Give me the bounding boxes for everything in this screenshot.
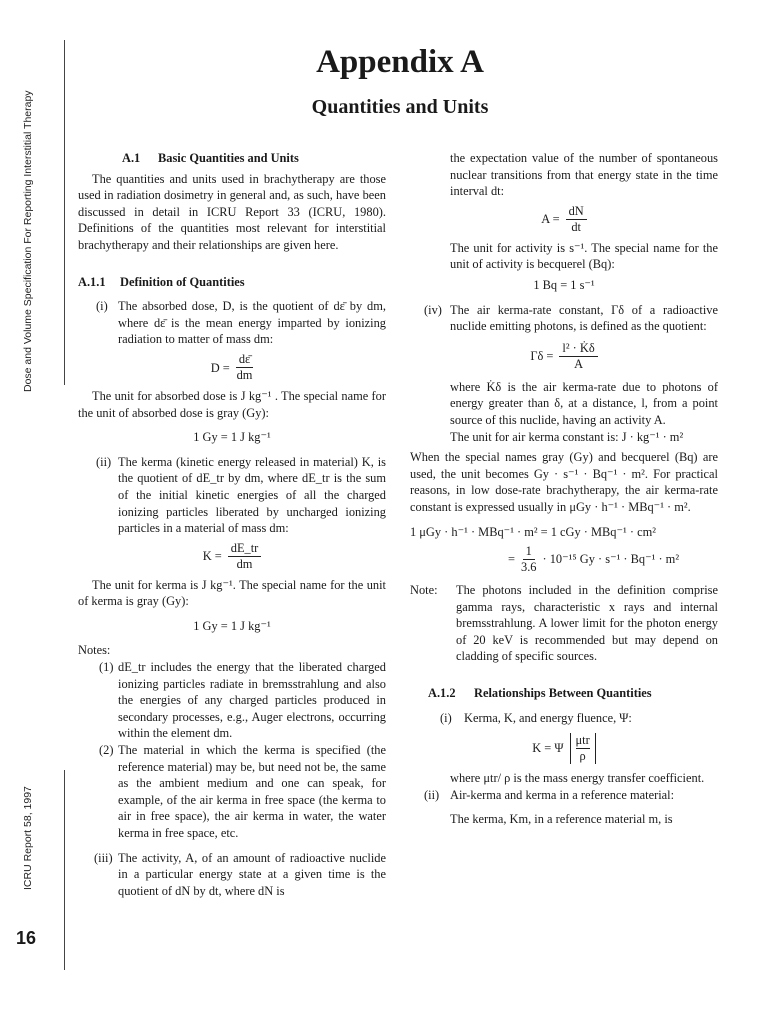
right-column <box>410 150 718 828</box>
note-label: Note: <box>410 583 438 598</box>
eq-fraction <box>566 204 587 235</box>
equation-activity <box>410 200 718 240</box>
page-title: Appendix A <box>316 44 484 80</box>
eq-lhs: A = <box>541 212 560 227</box>
eq-lhs: Γδ = <box>530 349 554 364</box>
notes-label: Notes: <box>78 643 111 658</box>
eq-numerator: l² · K̇δ <box>559 341 597 357</box>
definition-item <box>410 302 718 335</box>
eq-numerator: 1 <box>523 544 535 560</box>
section-title: Relationships Between Quantities <box>474 686 652 701</box>
item-text: The material in which the kerma is specified (the reference material) may be, but need not be, the same as the ambient medium and one can speak, for example, of the air kerma in free space (the kerma to air in free space), the air kerma in water, the water kerma in free space, etc. <box>118 743 386 840</box>
eq-fraction <box>559 341 597 372</box>
item-text: dE_tr includes the energy that the liberated charged ionizing particles radiate in bremsstrahlung and also the energies of any charged particles produced in secondary processes, e.g., Auger electrons, occurring within the element dm. <box>118 660 386 741</box>
item-label: (iii) <box>94 850 113 865</box>
note-text: The photons included in the definition comprise gamma rays, characteristic x rays and internal bremsstrahlung. A lower limit for the photon energy of 20 keV is recommended but may depend on cladding of specific sources. <box>456 583 718 664</box>
side-rule-top <box>64 40 65 385</box>
eq-numerator: dE_tr <box>228 541 262 557</box>
item-text: The kerma (kinetic energy released in material) K, is the quotient of dE_tr by dm, where dE_tr is the sum of the initial kinetic energies of all the charged ionizing particles liberated by uncharged ionizing particles in a material of mass dm: <box>118 454 386 536</box>
section-number: A.1.2 <box>428 686 456 701</box>
note-item <box>78 659 386 742</box>
relationship-item <box>410 710 718 727</box>
report-label-vertical: ICRU Report 58, 1997 <box>22 786 34 890</box>
eq-denominator: dt <box>571 220 581 235</box>
kerma-unit-paragraph: The unit for kerma is J kg⁻¹. The special name for the unit of kerma is gray (Gy): <box>78 577 386 609</box>
item-text: the expectation value of the number of spontaneous nuclear transitions from that energy state in the time interval dt: <box>450 151 718 199</box>
section-heading-a11 <box>78 274 386 291</box>
eq-fraction <box>228 541 262 572</box>
eq-denominator: dm <box>236 557 253 572</box>
kerma-reference-paragraph <box>410 811 718 828</box>
conversion-line-2 <box>410 540 718 578</box>
eq-denominator: dm <box>236 368 253 383</box>
running-title-vertical: Dose and Volume Specification For Reporting Interstitial Therapy <box>22 90 34 392</box>
section-heading-a12 <box>410 685 718 702</box>
eq-fraction <box>236 352 253 383</box>
relationship-item <box>410 787 718 804</box>
eq-numerator: μtr <box>575 732 590 747</box>
note-item <box>78 742 386 842</box>
eq-denominator: 3.6 <box>521 559 537 574</box>
page-number: 16 <box>16 928 37 948</box>
eq-denominator: ρ <box>579 748 586 763</box>
item-label: (ii) <box>96 454 112 469</box>
eq-rhs: · 10⁻¹⁵ Gy · s⁻¹ · Bq⁻¹ · m² <box>542 551 680 566</box>
activity-unit-paragraph <box>410 240 718 273</box>
equation-kerma <box>78 537 386 577</box>
section-title: Definition of Quantities <box>120 274 245 289</box>
equation-dose <box>78 348 386 388</box>
side-rule-bottom <box>64 770 65 970</box>
eq-bracket-fraction <box>570 733 596 764</box>
section-number: A.1.1 <box>78 274 106 289</box>
gray-definition: 1 Gy = 1 J kg⁻¹ <box>193 618 271 633</box>
eq-lhs: D = <box>210 360 230 375</box>
item-label: (i) <box>96 299 108 314</box>
gray-definition: 1 Gy = 1 J kg⁻¹ <box>193 430 271 445</box>
eq-lhs: K = <box>202 549 222 564</box>
section-title: Basic Quantities and Units <box>158 151 299 165</box>
eq-lhs: K = Ψ <box>532 740 564 755</box>
item-label: (1) <box>99 660 114 675</box>
where-mu-paragraph <box>410 770 718 787</box>
special-names-paragraph: When the special names gray (Gy) and becquerel (Bq) are used, the unit becomes Gy · s⁻¹ · Bq⁻¹ · m². For practical reasons, in low dose-rate brachytherapy, the air kerma-rate constant is expressed usually in μGy · h⁻¹ · MBq⁻¹ · m². <box>410 450 718 514</box>
item-text: The activity, A, of an amount of radioactive nuclide in a particular energy state at a given time is the quotient of dN by dt, where dN is <box>118 850 386 898</box>
air-kerma-unit-paragraph <box>410 429 718 446</box>
conversion-line-1: 1 μGy · h⁻¹ · MBq⁻¹ · m² = 1 cGy · MBq⁻¹ · cm² <box>410 524 656 539</box>
intro-paragraph: The quantities and units used in brachytherapy are those used in radiation dosimetry in general and, as such, have been discussed in detail in ICRU Report 33 (ICRU, 1980). Definitions of the quantities most relevant for interstitial brachytherapy and their relationships are given here. <box>78 171 386 252</box>
item-text: The unit for activity is s⁻¹. The special name for the unit of activity is becquerel (Bq): <box>450 240 718 272</box>
page-subtitle: Quantities and Units <box>311 96 489 118</box>
eq-fraction <box>521 544 537 575</box>
item-text: The air kerma-rate constant, Γδ of a radioactive nuclide emitting photons, is defined as the quotient: <box>450 302 718 334</box>
item-text: The unit for air kerma constant is: J · kg⁻¹ · m² <box>450 429 684 444</box>
where-kdot-paragraph <box>410 379 718 429</box>
eq-denominator: A <box>574 357 584 372</box>
item-label: (ii) <box>424 787 440 802</box>
continued-paragraph <box>410 150 718 200</box>
item-label: (i) <box>440 710 452 725</box>
eq-numerator: dN <box>566 204 587 220</box>
definition-item <box>78 298 386 348</box>
item-label: (2) <box>99 743 114 758</box>
equation-kerma-fluence <box>410 726 718 770</box>
dose-unit-paragraph: The unit for absorbed dose is J kg⁻¹ . The special name for the unit of absorbed dose is gray (Gy): <box>78 388 386 420</box>
item-text: Kerma, K, and energy fluence, Ψ: <box>464 710 632 725</box>
item-text: where μtr/ ρ is the mass energy transfer coefficient. <box>450 771 705 786</box>
definition-item <box>78 454 386 537</box>
item-text: The kerma, Km, in a reference material m, is <box>450 812 673 827</box>
note-block <box>410 582 718 665</box>
equation-gamma <box>410 335 718 379</box>
item-text: Air-kerma and kerma in a reference material: <box>450 787 675 802</box>
item-text: The absorbed dose, D, is the quotient of dε̄ by dm, where dε̄ is the mean energy imparted by ionizing radiation to matter of mass dm: <box>118 299 386 347</box>
section-number: A.1 <box>122 151 141 165</box>
definition-item <box>78 850 386 900</box>
becquerel-definition: 1 Bq = 1 s⁻¹ <box>533 277 595 292</box>
left-column <box>78 150 386 899</box>
item-label: (iv) <box>424 302 442 317</box>
eq-lhs: = <box>508 551 515 566</box>
section-heading-a1 <box>78 150 386 167</box>
item-text: where K̇δ is the air kerma-rate due to photons of energy greater than δ, at a distance, l, from a point source of this nuclide, having an activity A. <box>450 379 718 427</box>
eq-numerator: dε̄ <box>236 352 253 368</box>
